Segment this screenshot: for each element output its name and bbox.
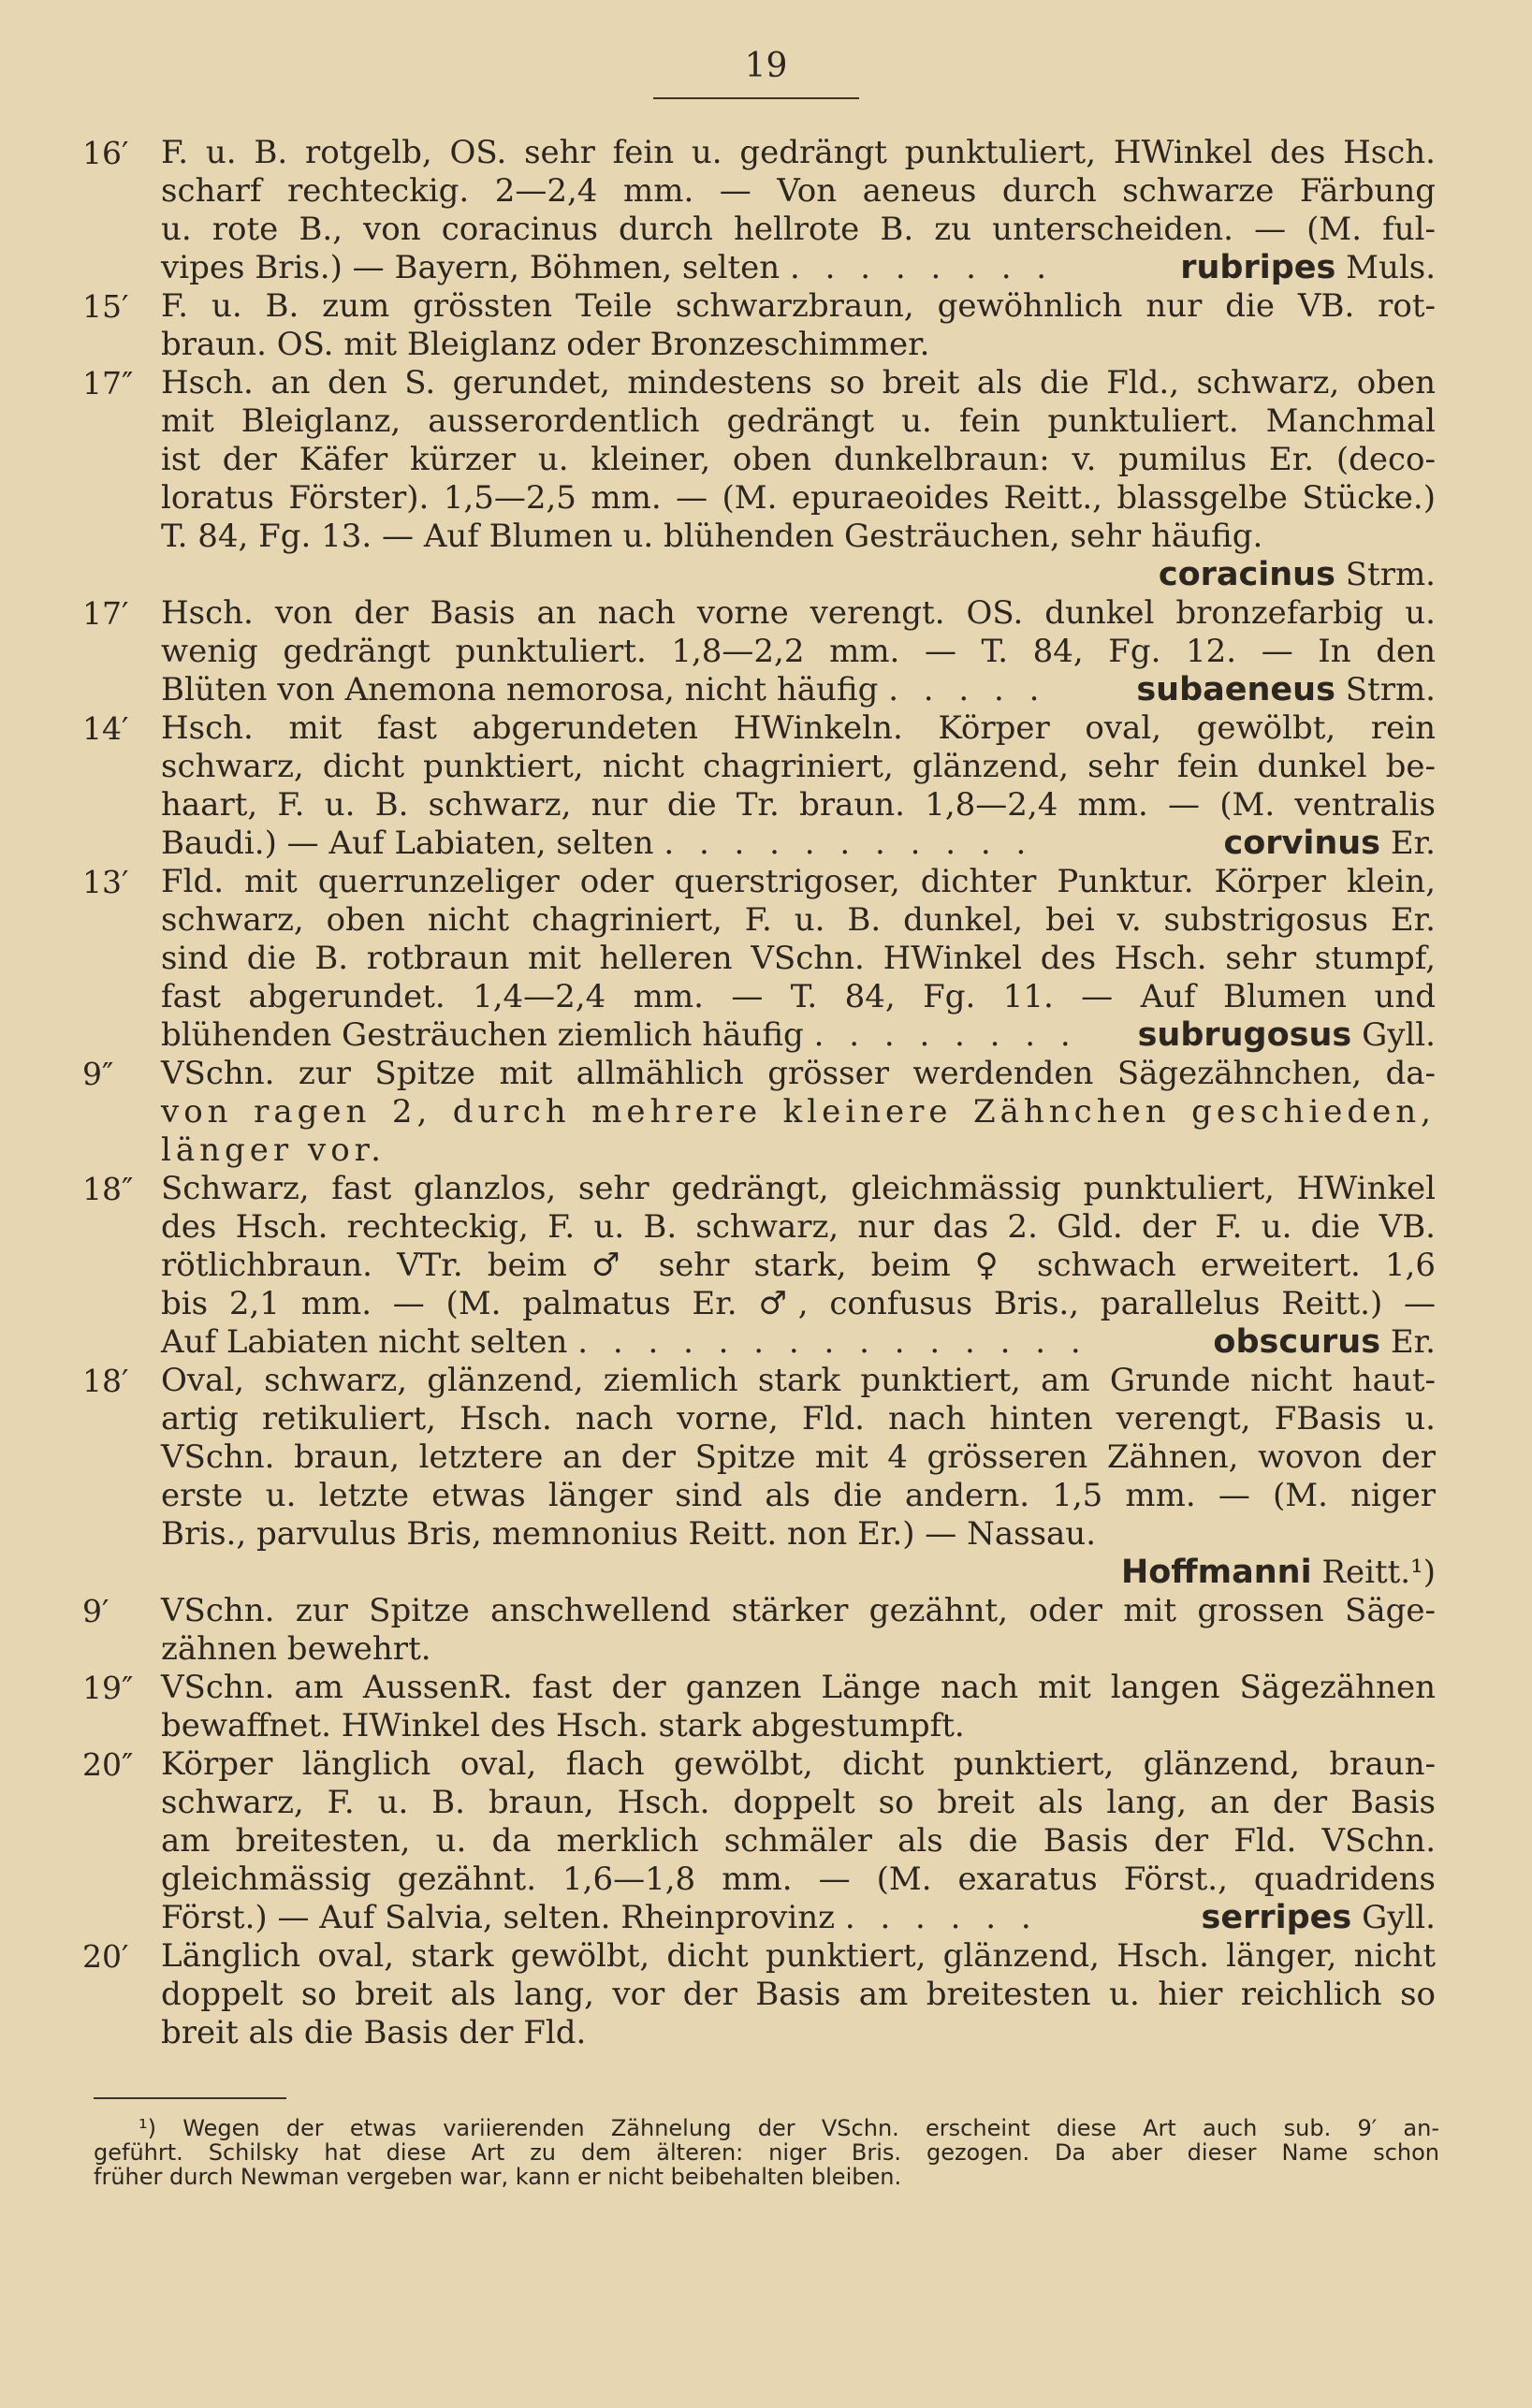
entry-number: 18″ bbox=[82, 1171, 134, 1207]
entry-number: 20′ bbox=[82, 1938, 129, 1975]
entry-number: 19″ bbox=[82, 1670, 134, 1706]
key-entry bbox=[0, 364, 1532, 594]
key-entry bbox=[0, 287, 1532, 364]
entry-line: rötlichbraun. VTr. beim ♂ sehr stark, beim ♀ schwach erweitert. 1,6 bbox=[161, 1247, 1436, 1284]
key-entry bbox=[0, 1669, 1532, 1745]
species-name-group bbox=[1213, 1323, 1436, 1362]
entry-line: wenig gedrängt punktuliert. 1,8—2,2 mm. — T. 84, Fg. 12. — In den bbox=[161, 633, 1436, 670]
entry-line: schwarz, oben nicht chagriniert, F. u. B. dunkel, bei v. substrigosus Er. bbox=[161, 901, 1436, 939]
entry-line: VSchn. braun, letztere an der Spitze mit 4 grösseren Zähnen, wovon der bbox=[161, 1438, 1436, 1476]
species-name-group bbox=[1223, 825, 1436, 863]
entry-number: 9″ bbox=[82, 1056, 114, 1092]
entry-line: Hsch. mit fast abgerundeten HWinkeln. Körper oval, gewölbt, rein bbox=[161, 709, 1436, 747]
entry-line: Hsch. an den S. gerundet, mindestens so breit als die Fld., schwarz, oben bbox=[161, 364, 1436, 401]
entry-line: mit Bleiglanz, ausserordentlich gedrängt u. fein punktuliert. Manchmal bbox=[161, 402, 1436, 440]
leader-dots: . . . . . . . . . . . . . . . bbox=[577, 1323, 1088, 1361]
entry-number: 20″ bbox=[82, 1746, 134, 1783]
species-name: Hoffmanni bbox=[1120, 1554, 1312, 1591]
entry-line: sind die B. rotbraun mit helleren VSchn. HWinkel des Hsch. sehr stumpf, bbox=[161, 940, 1436, 977]
entry-line: Schwarz, fast glanzlos, sehr gedrängt, gleichmässig punktuliert, HWinkel bbox=[161, 1170, 1436, 1207]
species-author: Gyll. bbox=[1362, 1016, 1436, 1054]
entry-line: VSchn. am AussenR. fast der ganzen Länge nach mit langen Sägezähnen bbox=[161, 1669, 1436, 1706]
entry-line: am breitesten, u. da merklich schmäler als die Basis der Fld. VSchn. bbox=[161, 1822, 1436, 1860]
entry-line: Auf Labiaten nicht selten bbox=[161, 1323, 568, 1361]
leader-dots: . . . . . . . . . . . bbox=[664, 825, 1034, 862]
entry-line-with-species bbox=[161, 671, 1436, 709]
entry-line: ist der Käfer kürzer u. kleiner, oben dunkelbraun: v. pumilus Er. (deco- bbox=[161, 441, 1436, 478]
entry-line: zähnen bewehrt. bbox=[161, 1630, 431, 1668]
entry-line: scharf rechteckig. 2—2,4 mm. — Von aeneus durch schwarze Färbung bbox=[161, 172, 1436, 210]
species-name: subrugosus bbox=[1137, 1016, 1352, 1054]
footnote-line: früher durch Newman vergeben war, kann er nicht beibehalten bleiben. bbox=[94, 2164, 902, 2190]
entry-line: fast abgerundet. 1,4—2,4 mm. — T. 84, Fg. 11. — Auf Blumen und bbox=[161, 978, 1436, 1015]
key-entry bbox=[0, 1937, 1532, 2052]
species-name-group bbox=[1138, 1016, 1436, 1055]
entry-line: vipes Bris.) — Bayern, Böhmen, selten bbox=[161, 249, 781, 286]
entry-line: bewaffnet. HWinkel des Hsch. stark abgestumpft. bbox=[161, 1707, 965, 1744]
entry-line: bis 2,1 mm. — (M. palmatus Er. ♂, confusus Bris., parallelus Reitt.) — bbox=[161, 1285, 1436, 1322]
entry-line: doppelt so breit als lang, vor der Basis am breitesten u. hier reichlich so bbox=[161, 1976, 1436, 2013]
species-author: Strm. bbox=[1345, 671, 1436, 708]
entry-number: 17″ bbox=[82, 365, 134, 401]
entry-line: blühenden Gesträuchen ziemlich häufig bbox=[161, 1016, 804, 1054]
entry-line-with-species bbox=[161, 1899, 1436, 1937]
entry-line: F. u. B. rotgelb, OS. sehr fein u. gedrängt punktuliert, HWinkel des Hsch. bbox=[161, 134, 1436, 171]
key-entry bbox=[0, 594, 1532, 709]
leader-dots: . . . . . bbox=[888, 671, 1047, 708]
leader-dots: . . . . . . . . bbox=[790, 249, 1055, 286]
species-author: Strm. bbox=[1345, 556, 1436, 593]
leader-dots: . . . . . . . . bbox=[813, 1016, 1078, 1054]
key-entry bbox=[0, 1362, 1532, 1592]
species-author: Er. bbox=[1390, 1323, 1436, 1361]
entry-line-with-species bbox=[161, 1323, 1436, 1362]
species-name: corvinus bbox=[1223, 825, 1381, 862]
entry-line-with-species bbox=[161, 249, 1436, 287]
species-author: Muls. bbox=[1346, 249, 1436, 286]
entry-line: u. rote B., von coracinus durch hellrote B. zu unterscheiden. — (M. ful- bbox=[161, 211, 1436, 248]
entry-line: Körper länglich oval, flach gewölbt, dicht punktiert, glänzend, braun- bbox=[161, 1745, 1436, 1783]
species-name: coracinus bbox=[1158, 556, 1335, 593]
leader-dots: . . . . . . bbox=[844, 1899, 1039, 1936]
entry-line: loratus Förster). 1,5—2,5 mm. — (M. epuraeoides Reitt., blassgelbe Stücke.) bbox=[161, 479, 1436, 517]
entry-line: Hsch. von der Basis an nach vorne verengt. OS. dunkel bronzefarbig u. bbox=[161, 594, 1436, 632]
entry-line: artig retikuliert, Hsch. nach vorne, Fld. nach hinten verengt, FBasis u. bbox=[161, 1400, 1436, 1438]
species-name: subaeneus bbox=[1136, 671, 1335, 708]
species-author: Reitt.¹) bbox=[1321, 1554, 1436, 1591]
entry-number: 13′ bbox=[82, 864, 129, 900]
species-name-group bbox=[161, 556, 1436, 594]
entry-line: des Hsch. rechteckig, F. u. B. schwarz, nur das 2. Gld. der F. u. die VB. bbox=[161, 1208, 1436, 1246]
entry-line: F. u. B. zum grössten Teile schwarzbraun, gewöhnlich nur die VB. rot- bbox=[161, 287, 1436, 325]
entry-line: VSchn. zur Spitze mit allmählich grösser werdenden Sägezähnchen, da- bbox=[161, 1055, 1436, 1092]
species-name: rubripes bbox=[1180, 249, 1336, 286]
entry-number: 15′ bbox=[82, 288, 129, 325]
entry-line-with-species bbox=[161, 1016, 1436, 1055]
header-rule bbox=[653, 97, 859, 99]
entry-line: Länglich oval, stark gewölbt, dicht punktiert, glänzend, Hsch. länger, nicht bbox=[161, 1937, 1436, 1975]
key-entry bbox=[0, 863, 1532, 1055]
species-name-group bbox=[1136, 671, 1436, 709]
entry-line: Oval, schwarz, glänzend, ziemlich stark punktiert, am Grunde nicht haut- bbox=[161, 1362, 1436, 1399]
key-entry bbox=[0, 1592, 1532, 1669]
entry-line: Baudi.) — Auf Labiaten, selten bbox=[161, 825, 654, 862]
key-entry bbox=[0, 1170, 1532, 1362]
entry-line: braun. OS. mit Bleiglanz oder Bronzeschimmer. bbox=[161, 326, 930, 363]
entry-number: 18′ bbox=[82, 1363, 129, 1399]
species-name-group bbox=[161, 1554, 1436, 1592]
entry-number: 9′ bbox=[82, 1593, 109, 1629]
entry-line: gleichmässig gezähnt. 1,6—1,8 mm. — (M. exaratus Först., quadridens bbox=[161, 1861, 1436, 1898]
entry-line: erste u. letzte etwas länger sind als die andern. 1,5 mm. — (M. niger bbox=[161, 1477, 1436, 1514]
entry-line: schwarz, dicht punktiert, nicht chagriniert, glänzend, sehr fein dunkel be- bbox=[161, 748, 1436, 785]
species-name-group bbox=[1180, 249, 1436, 287]
species-name-group bbox=[1202, 1899, 1436, 1937]
key-entry bbox=[0, 1745, 1532, 1937]
entry-line-spaced: länger vor. bbox=[161, 1131, 386, 1169]
entry-line-spaced: von ragen 2, durch mehrere kleinere Zähnchen geschieden, bbox=[161, 1093, 1436, 1131]
key-entry bbox=[0, 709, 1532, 863]
species-author: Gyll. bbox=[1362, 1899, 1436, 1936]
page-number: 19 bbox=[744, 47, 788, 85]
entry-number: 14′ bbox=[82, 710, 129, 747]
entry-line: breit als die Basis der Fld. bbox=[161, 2014, 587, 2051]
entry-number: 16′ bbox=[82, 135, 129, 171]
entry-line: Bris., parvulus Bris, memnonius Reitt. non Er.) — Nassau. bbox=[161, 1515, 1096, 1553]
entry-line: VSchn. zur Spitze anschwellend stärker gezähnt, oder mit grossen Säge- bbox=[161, 1592, 1436, 1629]
entry-line-with-species bbox=[161, 825, 1436, 863]
key-entry bbox=[0, 134, 1532, 287]
footnote-line: geführt. Schilsky hat diese Art zu dem älteren: niger Bris. gezogen. Da aber dieser Name schon bbox=[94, 2139, 1439, 2166]
entry-line: T. 84, Fg. 13. — Auf Blumen u. blühenden Gesträuchen, sehr häufig. bbox=[161, 518, 1263, 555]
footnote-rule bbox=[94, 2097, 286, 2099]
key-entry bbox=[0, 1055, 1532, 1170]
species-author: Er. bbox=[1390, 825, 1436, 862]
entry-number: 17′ bbox=[82, 595, 129, 632]
footnote bbox=[0, 2116, 1532, 2189]
entry-line: haart, F. u. B. schwarz, nur die Tr. braun. 1,8—2,4 mm. — (M. ventralis bbox=[161, 786, 1436, 824]
entry-line: schwarz, F. u. B. braun, Hsch. doppelt so breit als lang, an der Basis bbox=[161, 1784, 1436, 1821]
entry-line: Först.) — Auf Salvia, selten. Rheinprovinz bbox=[161, 1899, 836, 1936]
key-entries bbox=[0, 134, 1532, 2052]
species-name: serripes bbox=[1201, 1899, 1352, 1936]
entry-line: Fld. mit querrunzeliger oder querstrigoser, dichter Punktur. Körper klein, bbox=[161, 863, 1436, 900]
species-name: obscurus bbox=[1213, 1323, 1381, 1361]
footnote-line: ¹) Wegen der etwas variierenden Zähnelung der VSchn. erscheint diese Art auch sub. 9′ an- bbox=[139, 2115, 1439, 2141]
entry-line: Blüten von Anemona nemorosa, nicht häufig bbox=[161, 671, 879, 708]
